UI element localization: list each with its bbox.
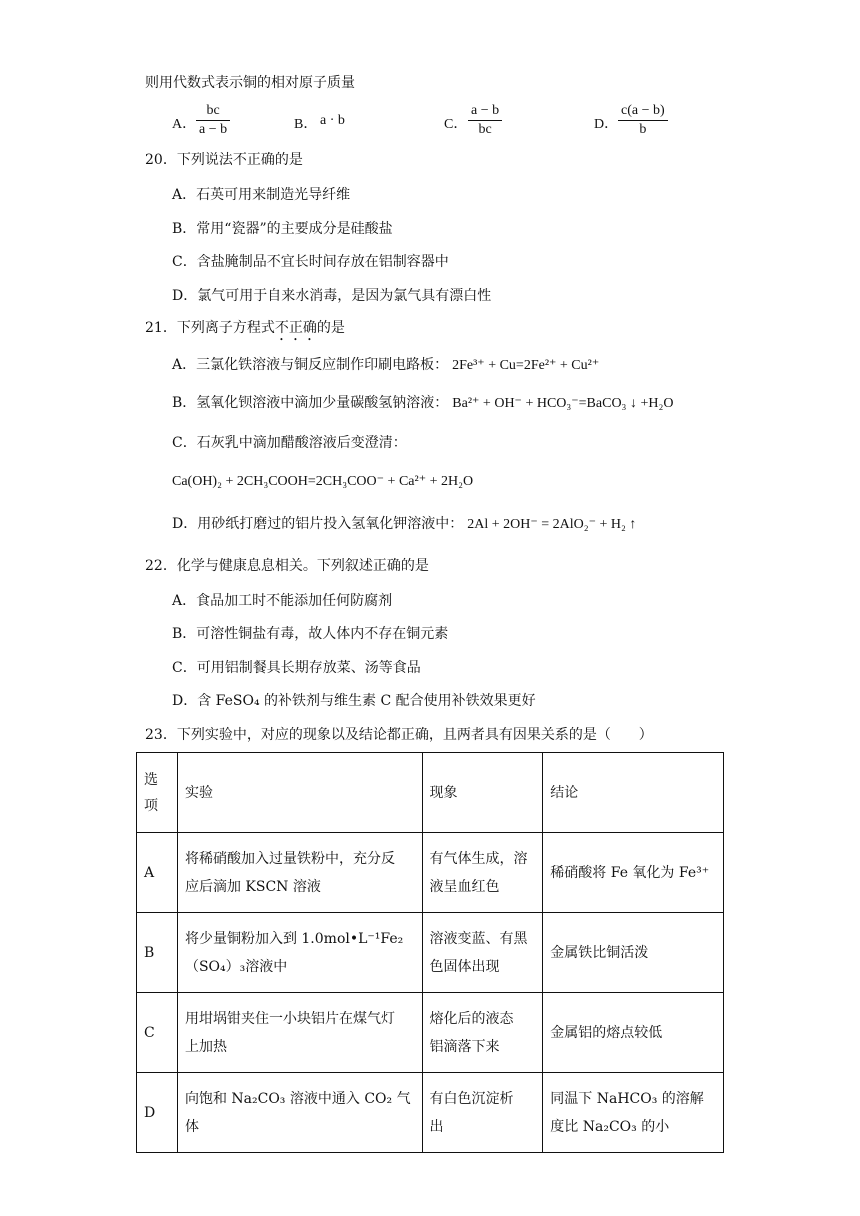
q22-stem: 22．化学与健康息息相关。下列叙述正确的是 (145, 558, 429, 574)
option-a-label: A． (172, 117, 197, 132)
q21-option-d (172, 514, 636, 535)
header-phenomenon: 现象 (422, 753, 543, 833)
q21-stem (145, 318, 345, 344)
row-a-conclusion: 稀硝酸将 Fe 氧化为 Fe³⁺ (543, 833, 724, 913)
q21-option-b-text: B．氢氧化钡溶液中滴加少量碳酸氢钠溶液： (172, 395, 449, 411)
header-experiment: 实验 (177, 753, 422, 833)
q21-option-d-equation: 2Al + 2OH⁻ = 2AlO₂⁻ + H₂ ↑ (467, 517, 637, 532)
row-d-phenomenon: 有白色沉淀析 出 (422, 1073, 543, 1153)
q21-option-a (172, 355, 599, 376)
q20-option-c: C．含盐腌制品不宜长时间存放在铝制容器中 (172, 254, 449, 270)
q22-option-a: A．食品加工时不能添加任何防腐剂 (172, 593, 393, 609)
row-b-experiment: 将少量铜粉加入到 1.0mol•L⁻¹Fe₂ （SO₄）₃溶液中 (177, 913, 422, 993)
row-b-phenomenon: 溶液变蓝、有黑 色固体出现 (422, 913, 543, 993)
option-a-numerator: bc (196, 102, 230, 121)
option-c-denominator: bc (478, 122, 492, 137)
header-option: 选 项 (137, 753, 178, 833)
table-header-row (137, 753, 724, 833)
q23-stem: 23．下列实验中，对应的现象以及结论都正确，且两者具有因果关系的是（ ） (145, 727, 653, 743)
option-c-fraction (468, 102, 502, 139)
q22-option-b: B．可溶性铜盐有毒，故人体内不存在铜元素 (172, 626, 449, 642)
intro-line: 则用代数式表示铜的相对原子质量 (145, 75, 355, 91)
q21-stem-prefix: 21．下列离子方程式 (145, 320, 275, 336)
q21-option-b (172, 393, 673, 414)
q21-option-c: C．石灰乳中滴加醋酸溶液后变澄清： (172, 435, 407, 451)
q22-option-d: D．含 FeSO₄ 的补铁剂与维生素 C 配合使用补铁效果更好 (172, 693, 536, 709)
q21-option-a-text: A．三氯化铁溶液与铜反应制作印刷电路板： (172, 357, 449, 373)
option-d-denominator: b (639, 122, 647, 137)
q21-option-b-equation: Ba²⁺ + OH⁻ + HCO₃⁻=BaCO₃ ↓ +H₂O (452, 396, 674, 411)
option-d-fraction (618, 102, 668, 139)
row-c-experiment: 用坩埚钳夹住一小块铝片在煤气灯 上加热 (177, 993, 422, 1073)
table-row (137, 993, 724, 1073)
q20-option-d: D．氯气可用于自来水消毒，是因为氯气具有漂白性 (172, 288, 492, 304)
row-c-phenomenon: 熔化后的液态 铝滴落下来 (422, 993, 543, 1073)
q21-option-a-equation: 2Fe³⁺ + Cu=2Fe²⁺ + Cu²⁺ (452, 358, 600, 373)
row-d-conclusion: 同温下 NaHCO₃ 的溶解 度比 Na₂CO₃ 的小 (543, 1073, 724, 1153)
option-d-numerator: c(a − b) (618, 102, 668, 121)
row-b-option: B (137, 913, 178, 993)
row-b-conclusion: 金属铁比铜活泼 (543, 913, 724, 993)
header-conclusion: 结论 (543, 753, 724, 833)
row-c-conclusion: 金属铝的熔点较低 (543, 993, 724, 1073)
row-c-option: C (137, 993, 178, 1073)
q20-option-b: B．常用“瓷器”的主要成分是硅酸盐 (172, 221, 393, 237)
row-d-experiment: 向饱和 Na₂CO₃ 溶液中通入 CO₂ 气 体 (177, 1073, 422, 1153)
table-row (137, 833, 724, 913)
option-c-label: C． (444, 117, 468, 132)
q21-option-d-text: D．用砂纸打磨过的铝片投入氢氧化钾溶液中： (172, 516, 464, 532)
option-c-numerator: a − b (468, 102, 502, 121)
q23-table (136, 752, 724, 1153)
q21-stem-emphasis: 不正确 (274, 320, 317, 336)
option-a-denominator: a − b (199, 122, 228, 137)
q21-option-c-equation: Ca(OH)₂ + 2CH₃COOH=2CH₃COO⁻ + Ca²⁺ + 2H₂O (172, 474, 474, 489)
row-d-option: D (137, 1073, 178, 1153)
row-a-option: A (137, 833, 178, 913)
row-a-phenomenon: 有气体生成，溶 液呈血红色 (422, 833, 543, 913)
row-a-experiment: 将稀硝酸加入过量铁粉中，充分反 应后滴加 KSCN 溶液 (177, 833, 422, 913)
table-row (137, 1073, 724, 1153)
option-b-text: a · b (320, 113, 345, 128)
q22-option-c: C．可用铝制餐具长期存放菜、汤等食品 (172, 660, 421, 676)
option-d-label: D． (594, 117, 619, 132)
q20-stem: 20．下列说法不正确的是 (145, 152, 303, 168)
table-row (137, 913, 724, 993)
option-b-label: B． (294, 117, 318, 132)
q21-stem-suffix: 的是 (316, 320, 345, 336)
q20-option-a: A．石英可用来制造光导纤维 (172, 187, 351, 203)
option-a-fraction (196, 102, 230, 139)
